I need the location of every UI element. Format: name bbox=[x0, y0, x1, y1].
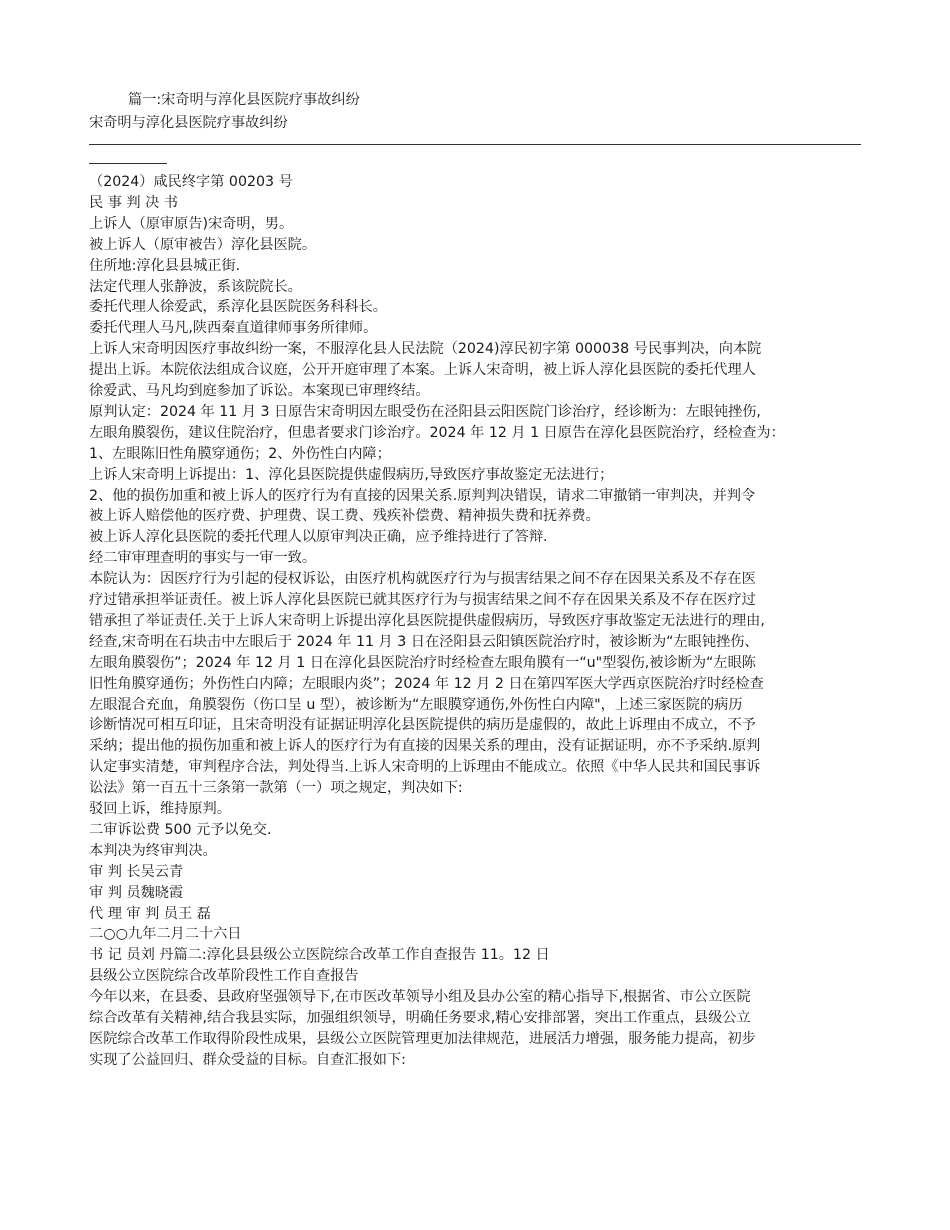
document-line: 上诉人（原审原告)宋奇明，男。 bbox=[89, 215, 294, 232]
document-line: 上诉人宋奇明因医疗事故纠纷一案，不服淳化县人民法院（2024)淳民初字第 000038 号民事判决，向本院 bbox=[89, 341, 762, 358]
document-line: 经二审审理查明的事实与一审一致。 bbox=[89, 550, 317, 567]
document-line: 错承担了举证责任.关于上诉人宋奇明上诉提出淳化县医院提供虚假病历，导致医疗事故鉴定无法进行的理由, bbox=[89, 612, 765, 629]
document-line: 委托代理人马凡,陕西秦直道律师事务所律师。 bbox=[89, 320, 378, 337]
document-line: 委托代理人徐爱武，系淳化县医院医务科科长。 bbox=[89, 299, 387, 316]
document-line: 书 记 员刘 丹篇二:淳化县县级公立医院综合改革工作自查报告 11。12 日 bbox=[89, 947, 550, 964]
document-line: 采纳；提出他的损伤加重和被上诉人的医疗行为有直接的因果关系的理由，没有证据证明，亦不予采纳.原判 bbox=[89, 738, 761, 755]
document-line: 今年以来，在县委、县政府坚强领导下,在市医改革领导小组及县办公室的精心指导下,根据省、市公立医院 bbox=[89, 989, 751, 1006]
document-line: 疗过错承担举证责任。被上诉人淳化县医院已就其医疗行为与损害结果之间不存在因果关系及不存在医疗过 bbox=[89, 592, 756, 608]
document-line: 2、他的损伤加重和被上诉人的医疗行为有直接的因果关系.原判判决错误，请求二审撤销一审判决，并判令 bbox=[89, 487, 756, 504]
document-line: 民 事 判 决 书 bbox=[89, 194, 178, 211]
document-line: 讼法》第一百五十三条第一款第（一）项之规定，判决如下: bbox=[89, 780, 463, 797]
document-line: 本判决为终审判决。 bbox=[89, 842, 217, 859]
document-line: 左眼角膜裂伤，建议住院治疗，但患者要求门诊治疗。2024 年 12 月 1 日原告在淳化县医院治疗，经检查为： bbox=[89, 424, 785, 441]
document-line: 住所地:淳化县县城正街. bbox=[89, 257, 241, 274]
document-line: 综合改革有关精神,结合我县实际，加强组织领导，明确任务要求,精心安排部署，突出工作重点，县级公立 bbox=[89, 1010, 751, 1026]
document-line: 徐爱武、马凡均到庭参加了诉讼。本案现已审理终结。 bbox=[89, 383, 430, 399]
document-line: 法定代理人张静波，系该院院长。 bbox=[89, 278, 302, 295]
document-line: （2024）咸民终字第 00203 号 bbox=[89, 174, 293, 190]
horizontal-rule bbox=[89, 144, 861, 145]
document-line: 提出上诉。本院依法组成合议庭，公开开庭审理了本案。上诉人宋奇明，被上诉人淳化县医院的委托代理人 bbox=[89, 362, 756, 379]
document-line: 审 判 长吴云青 bbox=[89, 863, 184, 880]
document-line: 代 理 审 判 员王 磊 bbox=[89, 905, 211, 922]
document-line: 左眼角膜裂伤”；2024 年 12 月 1 日在淳化县医院治疗时经检查左眼角膜有一“u"型裂伤,被诊断为“左眼陈 bbox=[89, 654, 756, 671]
document-line: 二审诉讼费 500 元予以免交. bbox=[89, 821, 272, 838]
document-line: 左眼混合充血，角膜裂伤（伤口呈 u 型），被诊断为“左眼膜穿通伤,外伤性白内障"，上述三家医院的病历 bbox=[89, 696, 743, 713]
document-line: 被上诉人（原审被告）淳化县医院。 bbox=[89, 236, 317, 253]
document-line: 审 判 员魏晓霞 bbox=[89, 884, 184, 901]
document-line: 原判认定：2024 年 11 月 3 日原告宋奇明因左眼受伤在泾阳县云阳医院门诊治疗，经诊断为：左眼钝挫伤, bbox=[89, 403, 761, 420]
document-line: 医院综合改革工作取得阶段性成果，县级公立医院管理更加法律规范，进展活力增强，服务能力提高，初步 bbox=[89, 1030, 756, 1047]
document-line: 诊断情况可相互印证，且宋奇明没有证据证明淳化县医院提供的病历是虚假的，故此上诉理由不成立，不予 bbox=[89, 717, 756, 734]
document-line: 经查,宋奇明在石块击中左眼后于 2024 年 11 月 3 日在泾阳县云阳镇医院治疗时，被诊断为“左眼钝挫伤、 bbox=[89, 633, 759, 650]
document-line: 本院认为：因医疗行为引起的侵权诉讼，由医疗机构就医疗行为与损害结果之间不存在因果关系及不存在医 bbox=[89, 571, 756, 588]
document-heading: 篇一:宋奇明与淳化县医院疗事故纠纷 bbox=[128, 92, 360, 108]
document-line: 1、左眼陈旧性角膜穿通伤；2、外伤性白内障； bbox=[89, 445, 391, 462]
document-line: 被上诉人赔偿他的医疗费、护理费、误工费、残疾补偿费、精神损失费和抚养费。 bbox=[89, 508, 600, 525]
horizontal-rule-short bbox=[89, 163, 167, 164]
document-line: 认定事实清楚，审判程序合法，判处得当.上诉人宋奇明的上诉理由不能成立。依照《中华人民共和国民事诉 bbox=[89, 759, 761, 776]
document-line: 二○○九年二月二十六日 bbox=[89, 926, 242, 943]
document-line: 上诉人宋奇明上诉提出：1、淳化县医院提供虚假病历,导致医疗事故鉴定无法进行； bbox=[89, 466, 614, 483]
document-subtitle: 宋奇明与淳化县医院疗事故纠纷 bbox=[89, 115, 288, 131]
document-line: 县级公立医院综合改革阶段性工作自查报告 bbox=[89, 968, 359, 985]
document-line: 被上诉人淳化县医院的委托代理人以原审判决正确，应予维持进行了答辩. bbox=[89, 529, 548, 546]
document-line: 实现了公益回归、群众受益的目标。自查汇报如下: bbox=[89, 1051, 406, 1068]
document-line: 旧性角膜穿通伤；外伤性白内障；左眼眼内炎”；2024 年 12 月 2 日在第四军医大学西京医院治疗时经检查 bbox=[89, 675, 764, 692]
document-line: 驳回上诉，维持原判。 bbox=[89, 801, 231, 817]
